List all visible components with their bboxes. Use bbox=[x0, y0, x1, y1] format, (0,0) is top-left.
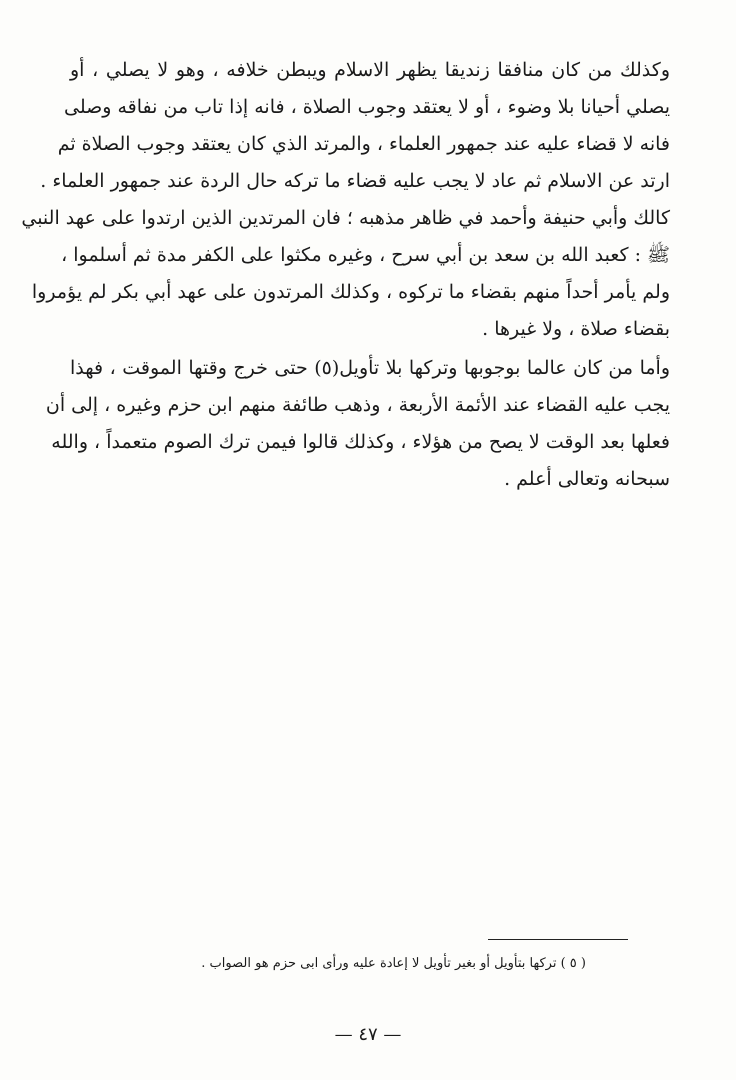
paragraph-line: كالك وأبي حنيفة وأحمد في ظاهر مذهبه ؛ فان المرتدين الذين ارتدوا على عهد النبي bbox=[21, 207, 670, 229]
paragraph-line: فانه لا قضاء عليه عند جمهور العلماء ، والمرتد الذي كان يعتقد وجوب الصلاة ثم bbox=[57, 133, 670, 155]
paragraph-line: يصلي أحيانا بلا وضوء ، أو لا يعتقد وجوب الصلاة ، فانه إذا تاب من نفاقه وصلى bbox=[64, 96, 670, 118]
paragraph-2 bbox=[45, 350, 670, 498]
paragraph-line: سبحانه وتعالى أعلم . bbox=[504, 468, 670, 490]
paragraph-line: ولم يأمر أحداً منهم بقضاء ما تركوه ، وكذلك المرتدون على عهد أبي بكر لم يؤمروا bbox=[31, 281, 670, 303]
paragraph-line: وأما من كان عالما بوجوبها وتركها بلا تأويل(٥) حتى خرج وقتها الموقت ، فهذا bbox=[70, 357, 670, 379]
paragraph-line: فعلها بعد الوقت لا يصح من هؤلاء ، وكذلك قالوا فيمن ترك الصوم متعمداً ، والله bbox=[51, 431, 670, 453]
paragraph-1 bbox=[21, 52, 670, 348]
footnote-separator bbox=[488, 939, 628, 940]
paragraph-line: بقضاء صلاة ، ولا غيرها . bbox=[482, 318, 670, 340]
page-number: — ٤٧ — bbox=[334, 1024, 402, 1045]
paragraph-line: ارتد عن الاسلام ثم عاد لا يجب عليه قضاء ما تركه حال الردة عند جمهور العلماء . bbox=[40, 170, 670, 192]
paragraph-line: وكذلك من كان منافقا زنديقا يظهر الاسلام ويبطن خلافه ، وهو لا يصلي ، أو bbox=[70, 59, 670, 81]
paragraph-line: ﷺ : كعبد الله بن سعد بن أبي سرح ، وغيره مكثوا على الكفر مدة ثم أسلموا ، bbox=[61, 244, 670, 266]
footnote: ( ٥ ) تركها بتأويل أو بغير تأويل لا إعادة عليه ورأى ابى حزم هو الصواب . bbox=[201, 956, 586, 971]
paragraph-line: يجب عليه القضاء عند الأئمة الأربعة ، وذهب طائفة منهم ابن حزم وغيره ، إلى أن bbox=[45, 394, 670, 416]
